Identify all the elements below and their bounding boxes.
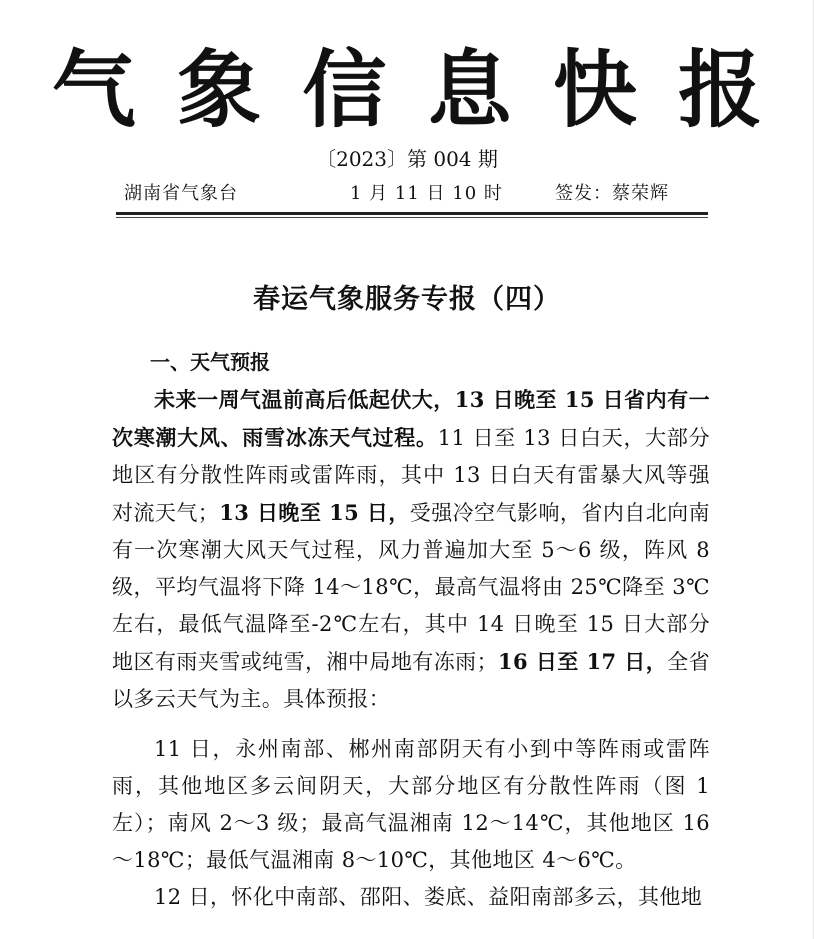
issuing-organization: 湖南省气象台: [124, 183, 238, 204]
section-heading-weather-forecast: 一、天气预报: [150, 350, 270, 374]
masthead-char: 气: [51, 40, 136, 139]
paragraph-bold-lead: 未来一周气温前高后低起伏大，13 日晚至 15 日省内有一次寒潮大风、雨雪冰冻天气过程。: [112, 387, 710, 450]
header-rule-thin: [116, 217, 708, 218]
forecast-paragraph-summary: [112, 381, 710, 718]
masthead-char: 信: [302, 40, 387, 139]
paragraph-bold-date: 13 日晚至 15 日，: [219, 500, 410, 525]
masthead-char: 快: [552, 40, 637, 139]
header-rule-thick: [116, 212, 708, 215]
document-title: 春运气象服务专报（四）: [253, 284, 561, 315]
paragraph-text: 全省以多云天气为主。具体预报：: [112, 650, 711, 711]
issue-datetime: 1 月 11 日 10 时: [350, 183, 503, 204]
signer: 签发：蔡荣辉: [555, 183, 669, 204]
masthead-char: 息: [427, 40, 512, 139]
masthead-title: [0, 40, 814, 140]
masthead-char: 报: [678, 40, 763, 139]
paragraph-bold-date: 16 日至 17 日，: [498, 649, 668, 674]
paragraph-text: 11 日至 13 日白天，大部分地区有分散性阵雨或雷阵雨，其中 13 日白天有雷暴大风等强对流天气；: [112, 426, 710, 525]
issue-number: 〔2023〕第 004 期: [316, 147, 498, 171]
forecast-paragraph-day-11: 11 日，永州南部、郴州南部阴天有小到中等阵雨或雷阵雨，其他地区多云间阴天，大部分地区有分散性阵雨（图 1 左）；南风 2～3 级；最高气温湘南 12～14℃，其他地区 16～18℃；最低气温湘南 8～10℃，其他地区 4～6℃。: [112, 737, 710, 872]
masthead-char: 象: [177, 40, 262, 139]
paragraph-text: 受强冷空气影响，省内自北向南有一次寒潮大风天气过程，风力普遍加大至 5～6 级，阵风 8 级，平均气温将下降 14～18℃，最高气温将由 25℃降至 3℃左右，最低气温降至-2℃左右，其中 14 日晚至 15 日大部分地区有雨夹雪或纯雪，湘中局地有冻雨；: [112, 501, 711, 674]
forecast-paragraph-day-12: 12 日，怀化中南部、邵阳、娄底、益阳南部多云，其他地: [154, 885, 703, 909]
